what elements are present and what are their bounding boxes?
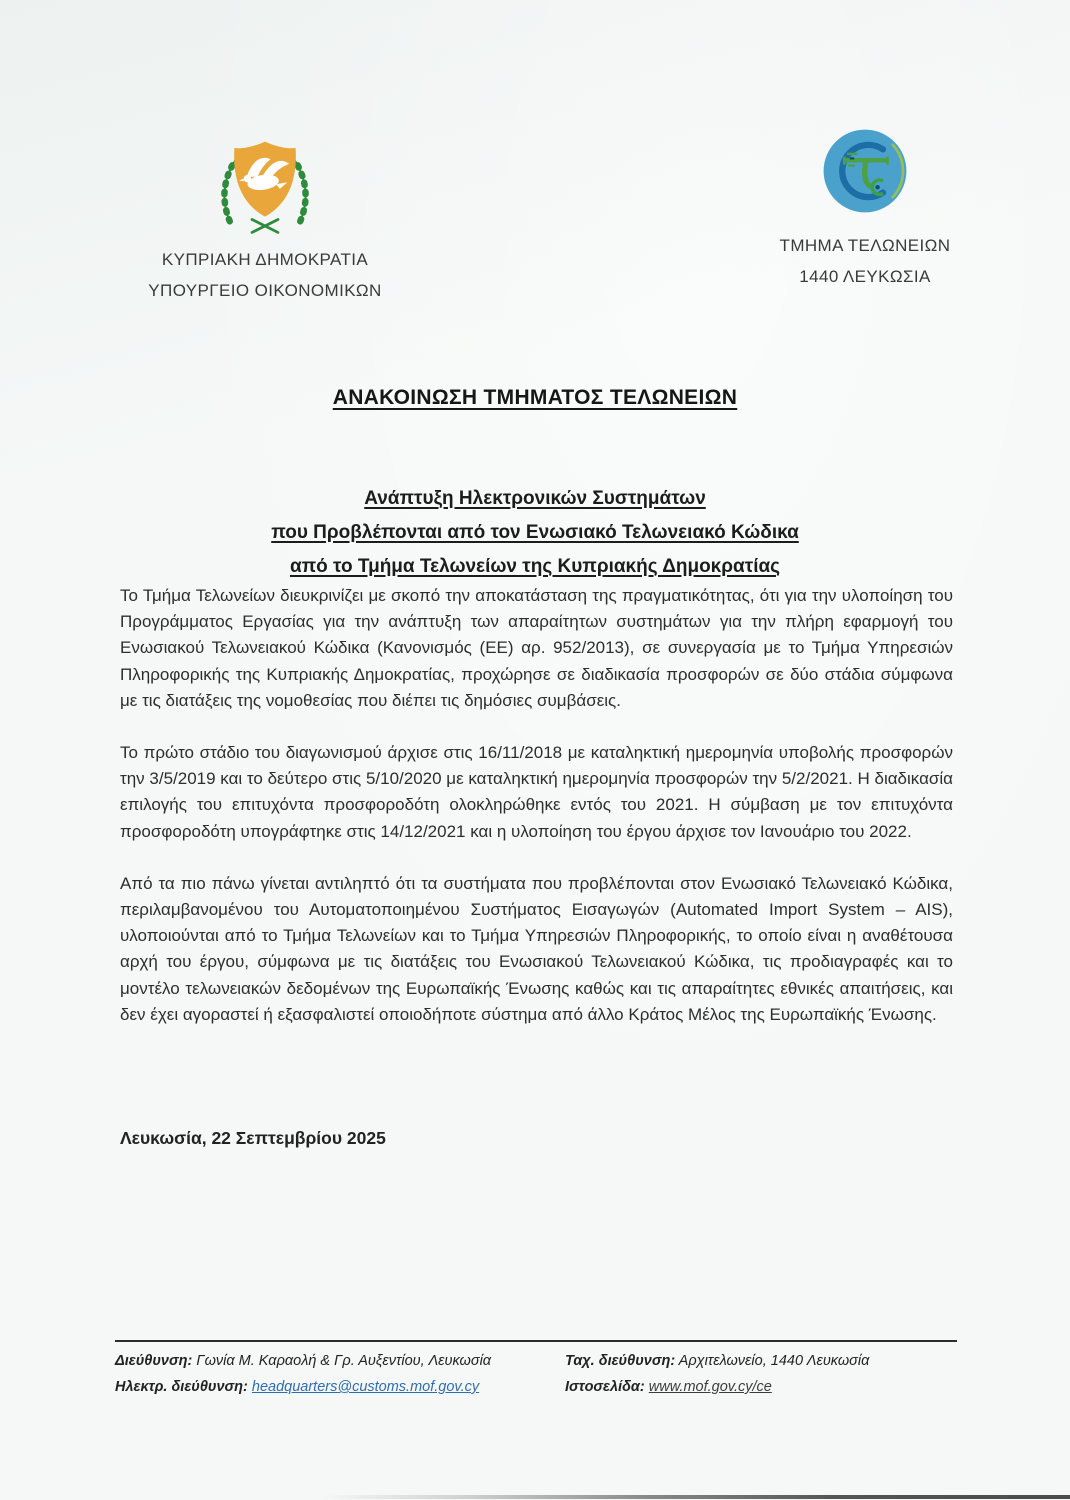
body-paragraph-1: Το Τμήμα Τελωνείων διευκρινίζει με σκοπό την αποκατάσταση της πραγματικότητας, ότι για την υλοποίηση του Προγράμματος Εργασίας για την ανάπτυξη των απαραίτητων συστημάτων για την πλήρη εφαρμογή του Ενωσιακού Τελωνειακού Κώδικα (Κανονισμός (ΕΕ) αρ. 952/2013), σε συνεργασία με το Τμήμα Υπηρεσιών Πληροφορικής της Κυπριακής Δημοκρατίας, προχώρησε σε διαδικασία προσφορών σε δύο στάδια σύμφωνα με τις διατάξεις της νομοθεσίας που διέπει τις δημόσιες συμβάσεις. (120, 586, 953, 710)
footer-address-value: Γωνία Μ. Καραολή & Γρ. Αυξεντίου, Λευκωσία (196, 1353, 492, 1369)
scan-edge-artifact (0, 1495, 1070, 1499)
footer-website-label: Ιστοσελίδα: (565, 1379, 645, 1395)
header-left-line2: ΥΠΟΥΡΓΕΙΟ ΟΙΚΟΝΟΜΙΚΩΝ (148, 281, 382, 300)
footer-email-link[interactable]: headquarters@customs.mof.gov.cy (251, 1379, 480, 1395)
document-body (120, 583, 953, 1054)
customs-department-logo-icon (820, 126, 910, 216)
page-title-text: ΑΝΑΚΟΙΝΩΣΗ ΤΜΗΜΑΤΟΣ ΤΕΛΩΝΕΙΩΝ (332, 386, 738, 409)
subtitle-line-3: από το Τμήμα Τελωνείων της Κυπριακής Δημοκρατίας (289, 556, 781, 577)
header-right-line2: 1440 ΛΕΥΚΩΣΙΑ (799, 267, 931, 286)
header-left-line1: ΚΥΠΡΙΑΚΗ ΔΗΜΟΚΡΑΤΙΑ (161, 250, 369, 269)
footer-website (565, 1379, 957, 1395)
subtitle-line-1: Ανάπτυξη Ηλεκτρονικών Συστημάτων (364, 488, 706, 509)
footer-address (115, 1353, 565, 1369)
page-title (0, 386, 1070, 410)
footer-address-label: Διεύθυνση: (115, 1353, 193, 1369)
subtitle-line-2: που Προβλέπονται από τον Ενωσιακό Τελωνειακό Κώδικα (271, 522, 799, 543)
footer-postal-label: Ταχ. διεύθυνση: (565, 1353, 676, 1369)
footer-email-label: Ηλεκτρ. διεύθυνση: (115, 1379, 248, 1395)
page-subtitle (0, 482, 1070, 584)
footer-website-link[interactable]: www.mof.gov.cy/ce (648, 1379, 772, 1395)
header-right-customs (745, 126, 985, 292)
footer-postal-value: Αρχιτελωνείο, 1440 Λευκωσία (678, 1353, 870, 1369)
body-paragraph-3: Από τα πιο πάνω γίνεται αντιληπτό ότι τα συστήματα που προβλέπονται στον Ενωσιακό Τελωνειακό Κώδικα, περιλαμβανομένου του Αυτοματοποιημένου Συστήματος Εισαγωγών (Automated Import System – AIS), υλοποιούνται από το Τμήμα Τελωνείων και το Τμήμα Υπηρεσιών Πληροφορικής, το οποίο είναι η αναθέτουσα αρχή του έργου, σύμφωνα με τις διατάξεις του Ενωσιακού Τελωνειακού Κώδικα, τις προδιαγραφές και το μοντέλο τελωνειακών δεδομένων της Ευρωπαϊκής Ένωσης καθώς και τις απαραίτητες εθνικές απαιτήσεις, και δεν έχει αγοραστεί ή εξασφαλιστεί οποιοδήποτε σύστημα από άλλο Κράτος Μέλος της Ευρωπαϊκής Ένωσης. (120, 873, 953, 1024)
header-right-line1: ΤΜΗΜΑ ΤΕΛΩΝΕΙΩΝ (779, 236, 951, 255)
body-paragraph-2: Το πρώτο στάδιο του διαγωνισμού άρχισε στις 16/11/2018 με καταληκτική ημερομηνία υποβολής προσφορών την 3/5/2019 και το δεύτερο στις 5/10/2020 με καταληκτική ημερομηνία προσφορών την 5/2/2021. Η διαδικασία επιλογής του επιτυχόντα προσφοροδότη ολοκληρώθηκε εντός του 2021. Η σύμβαση με τον επιτυχόντα προσφοροδότη υπογράφτηκε στις 14/12/2021 και η υλοποίηση του έργου άρχισε τον Ιανουάριο του 2022. (120, 743, 953, 841)
page-footer (115, 1340, 957, 1395)
footer-email (115, 1379, 565, 1395)
dateline: Λευκωσία, 22 Σεπτεμβρίου 2025 (120, 1128, 386, 1148)
cyprus-coat-of-arms-icon (209, 136, 321, 238)
header-left-republic (110, 136, 420, 306)
footer-postal (565, 1353, 957, 1369)
